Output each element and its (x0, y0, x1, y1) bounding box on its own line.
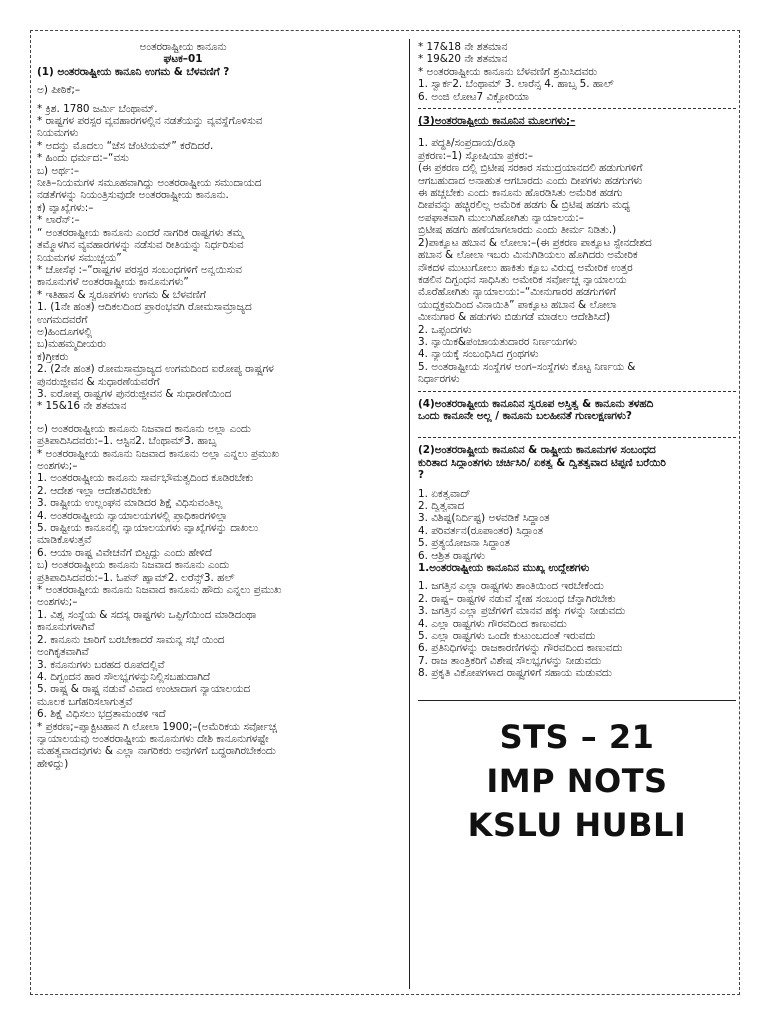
question-heading: (2)ಅಂತರರಾಷ್ಟ್ರೀಯ ಕಾನೂನಿನ & ರಾಷ್ಟ್ರೀಯ ಕಾನೂನುಗಳ ಸಂಬಂಧದ (418, 444, 656, 457)
note-line: ಹೇಳಿದ್ದು) (37, 757, 69, 770)
note-line: 3. ಜಗತ್ತಿನ ಎಲ್ಲಾ ಪ್ರಜೆಗಳಿಗೆ ಮಾನವ ಹಕ್ಕು ಗಳನ್ನು ನೀಡುವದು (418, 605, 626, 618)
note-line: ಕಡಲಿನ ದಿಗ್ಬಂಧನ ಸಾಧಿಸಿತು ಅಮೇರಿಕ ಸರ್ವೋಚ್ಚ ನ್ಯಾಯಾಲಯ (418, 273, 627, 286)
question-heading: (1) ಅಂತರರಾಷ್ಟ್ರೀಯ ಕಾನೂನಿ ಉಗಮ & ಬೆಳವಣಿಗೆ ? (37, 65, 230, 78)
note-line: ನಡತೆಗಳನ್ನು ನಿಯಂತ್ರಿಸುವುದೇ ಅಂತರರಾಷ್ಟ್ರೀಯ ಕಾನೂನು. (37, 189, 229, 202)
note-line: ಅಂಗಿಕೃತವಾಗಿವೆ (37, 646, 89, 659)
note-line: ಈ ಹಚ್ಚಬೇಕು ಎಂದು ಕಾನೂನು ಹೊರಡಿಸಿತು ಅಮೆರಿಕ ಹಡಗು (418, 187, 623, 200)
note-line: 4. ದಿಗ್ಬಂದನ ಹಾರ ಸೌಲಭ್ಯಗಳನ್ನುನಿಲ್ಲಿಸಬಹುದಾಗಿದೆ (37, 670, 211, 683)
note-line: 3. ವಿಶಿಷ್ಟ(ನಿರ್ದಿಷ್ಟ) ಅಳವಡಿಕೆ ಸಿದ್ಧಾಂತ (418, 512, 550, 525)
note-line: 3. ನ್ಯಾಯಿಕ&ಪಂಚಾಯತುದಾರರ ನಿರ್ಣಯಗಳು (418, 335, 577, 348)
question-heading: (4)ಅಂತರರಾಷ್ಟ್ರೀಯ ಕಾನೂನಿನ ಸ್ವರೂಪ ಅಸ್ತಿತ್ವ & ಕಾನೂನು ತಳಹದಿ (418, 397, 654, 410)
note-line: ಪ್ರಕರಣ:–1) ಸ್ಕೋಷಿಯಾ ಪ್ರಕರ:– (418, 149, 534, 162)
note-line: ನಿಯಮಗಳು (37, 127, 79, 140)
note-line: 5. ಪ್ರತ್ಯಯೋಜನಾ ಸಿದ್ಧಾಂತ (418, 537, 510, 550)
note-line: ಕಾನೂನುಗಳಾಗಿವೆ (37, 621, 95, 634)
note-line: 1. ಅಂತರರಾಷ್ಟ್ರೀಯ ಕಾನೂನು ಸಾರ್ವಭೌಮತ್ವದಿಂದ ಕೂಡಿರಬೇಕು (37, 472, 254, 485)
note-line: ಮಹತ್ವವಾದವುಗಳು & ಎಲ್ಲಾ ನಾಗರಿಕರು ಅವುಗಳಿಗೆ ಬದ್ಧರಾಗಿರಬೇಕಂದು (37, 745, 276, 758)
note-line: 3. ರಾಷ್ಟ್ರೀಯ ಉಲ್ಲಂಘನ ಮಾಡಿದರ ಶಿಕ್ಷೆ ವಿಧಿಸುವಂತಿಲ್ಲ (37, 497, 223, 510)
note-line: 6. ಅಂಜಿ ಲೋಟ7 ವಿಕ್ಟೋರಿಯಾ (418, 90, 529, 103)
left-column (37, 41, 399, 986)
note-line: 6. ಆಯಾ ರಾಷ್ಟ್ರ ವಿವೇಚನೆಗೆ ಬಿಟ್ಟದ್ದು ಎಂದು ಹೇಳಿದೆ (37, 546, 212, 559)
note-line: ಆಗಬಹುದಾದ ಅನಾಹುತ ಆಗಬಾರದು ಎಂದು ದೀಪಗಳು ಹಡಗುಗಳು (418, 174, 643, 187)
column-divider (409, 39, 410, 989)
note-line: 5. ಎಲ್ಲಾ ರಾಷ್ಟ್ರಗಳು ಒಂದೇ ಕುಟುಂಬದಂತೆ ಇರುವದು (418, 630, 596, 643)
note-line: ಮೀನುಗಾರ & ಹಡುಗಳು ಬಿಡುಗಡೆ ಮಾಡಲು ಆದೇಶಿಸಿದೆ) (418, 311, 611, 324)
note-line: 2)ಪಾಕ್ಯೂಟ ಹಬಾನ & ಲೋಲಾ:–(ಈ ಪ್ರಕರಣ ಪಾಕ್ಯೂಟ ಸ್ಪೇನದೇಶದ (418, 236, 652, 249)
note-line: * 17&18 ನೇ ಶತಮಾನ (418, 41, 508, 53)
note-line: * ಅದನ್ನು ಮೊದಲು “ಜೆಸ ಜೆಂಟಿಯಮ್” ಕರೆದಿದರೆ. (37, 139, 214, 152)
note-line: * ಲಾರೆನ್:– (37, 214, 80, 227)
note-line: 8. ಪ್ರಕೃತಿ ವಿಕೋಪಗಳಾದ ರಾಷ್ಟ್ರಗಳಿಗೆ ಸಹಾಯ ಮಡುವದು (418, 667, 612, 680)
stamp-line: IMP NOTS (486, 761, 668, 800)
question-heading: (3)ಅಂತರರಾಷ್ಟ್ರೀಯ ಕಾನೂನಿನ ಮೂಲಗಳು;– (418, 115, 576, 128)
note-line: 6. ಶಿಕ್ಷೆ ವಿಧಿಸಲು ಭದ್ರತಾಮಂಡಳಿ ಇದೆ (37, 708, 166, 721)
note-line: 3. ಕನೂನುಗಳು ಬರಹದ ರೂಪದಲ್ಲಿವೆ (37, 658, 165, 671)
note-line: 5. ಅಂತರಾಷ್ಟ್ರೀಯ ಸಂಸ್ಥೆಗಳ ಅಂಗ–ಸಂಸ್ಥೆಗಳು ಕೊಟ್ಟ ನಿರ್ಣಯ & (418, 360, 636, 373)
note-line: * 19&20 ನೇ ಶತಮಾನ (418, 53, 508, 66)
note-line: * ಪ್ರಕರಣ;–ಪ್ಯಾಕ್ಟಿಟಹಾನ ಗಿ ಲೋಲಾ 1900;–(ಅಮೆರಿಕಯ ಸರ್ವೋಚ್ಚ (37, 720, 277, 733)
sts-stamp (418, 700, 736, 847)
unit-label: ಘಟಕ–01 (163, 53, 203, 66)
note-line: “ ಅಂತರರಾಷ್ಟ್ರೀಯ ಕಾನೂನು ಎಂದರೆ ನಾಗರಿಕ ರಾಷ್ಟ್ರಗಳು ತಮ್ಮ (37, 226, 244, 239)
note-line: ಕಾನೂನುಗಳೆ ಅಂತರರಾಷ್ಟ್ರೀಯ ಕಾನೂನುಗಳು” (37, 276, 189, 289)
stamp-line: KSLU HUBLI (467, 805, 687, 844)
right-column (418, 41, 736, 986)
note-line: 5. ರಾಷ್ಟ್ರ & ರಾಷ್ಟ್ರ ನಡುವೆ ವಿವಾದ ಉಂಟಾದಾಗ ನ್ಯಾಯಾಲಯದ (37, 683, 251, 696)
note-line: ಬ)ಮಹಮ್ಮದೀಯರು (37, 338, 107, 351)
note-line: ಅಪಘಾತವಾಗಿ ಮುಲುಗಿಹೋಗಿತು ನ್ಯಾಯಾಲಯ:– (418, 211, 584, 224)
note-line: (ಈ ಪ್ರಕರಣ ದಲ್ಲಿ ಬ್ರಿಟೀಷ ಸರಕಾರ ಸಮುದ್ರಯಾನದಲಿ ಹಡುಗುಗಳಿಗೆ (418, 162, 643, 175)
note-line: ಪ್ರತಿಪಾದಿಸಿದವರು:–1. ಓಪನ್ ಹ್ಯಾಮ್2. ಲರೆನ್ಸ್3. ಹಲ್ (37, 571, 235, 584)
note-line: 1. ಏಕತ್ವವಾದ್ (418, 487, 471, 500)
note-line: 1. ಜಗತ್ತಿನ ಎಲ್ಲಾ ರಾಷ್ಟ್ರಗಳು ಶಾಂತಿಯಿಂದ ಇರಬೇಕೆಂದು (418, 580, 604, 593)
note-line: 2. (2ನೇ ಹಂತ) ರೋಮಸಾಮ್ರಾಜ್ಯದ ಉಗಮದಿಂದ ಐರೋಪ್ಯ ರಾಷ್ಟ್ರಗಳ (37, 363, 274, 376)
note-line: ಉಗಮದವರೆಗೆ (37, 313, 88, 326)
note-line: ಕ) ವ್ಯಾಖ್ಯೆಗಳು:– (37, 201, 94, 214)
note-line: * ಅಂತರರಾಷ್ಟ್ರೀಯ ಕಾನೂನು ನಿಜವಾದ ಕಾನೂನು ಹೌದು ಎನ್ನಲು ಪ್ರಮುಖ (37, 584, 282, 597)
question-heading: ಒಂದು ಕಾನೂನೇ ಅಲ್ಲ / ಕಾನೂನು ಬಲಹೀನತೆ ಗುಣಲಕ್ಷಣಗಳು? (418, 409, 632, 422)
note-line: 1. (1ನೇ ಹಂತ) ಆದಿಕಲದಿಂದ ಪ್ರಾರಂಭವಗಿ ರೋಮಸಾಮ್ರಾಜ್ಯದ (37, 301, 252, 314)
question-heading: ಕುರಿತಾದ ಸಿದ್ಧಾಂತಗಳು ಚರ್ಚಿಸಿರಿ/ ಏಕತ್ವ & ದ್ವಿತತ್ವವಾದ ಟಿಪ್ಪಣಿ ಬರೆಯಿರಿ (418, 456, 666, 469)
note-line: ಬ) ಅರ್ಥ:– (37, 164, 80, 177)
section-separator (418, 108, 736, 109)
note-line: 6. ಪ್ರತಿನಿಧಿಗಳನ್ನು ರಾಜಕಾರಣಿಗಳನ್ನು ಗೌರವದಿಂದ ಕಾಣುವದು (418, 642, 623, 655)
stamp-line: STS – 21 (499, 717, 655, 756)
note-line: 2. ಕಾನೂನು ಜಾರಿಗೆ ಬರಬೇಕಾದರೆ ಸಾಮನ್ಯ ಸಭೆ ಯಿಂದ (37, 633, 225, 646)
note-line: ಅ)ಹಿಂದೂಗಳಲ್ಲಿ (37, 325, 93, 338)
note-line: ಪ್ರತಿಪಾದಿಸಿದವರು:–1. ಆಸ್ಟಿನ2. ಬೆಂಥಾಮ್3. ಹಾಬ್ಸ (37, 435, 217, 448)
note-line: 4. ಅಂತರರಾಷ್ಟ್ರೀಯ ನ್ಯಾಯಾಲಯಗಳಲ್ಲಿ ಪ್ರಾಧಿಕಾರಗಳಿಲ್ಲಾ (37, 509, 228, 522)
note-line: * ಚೋಸೆಫ :–“ರಾಷ್ಟ್ರಗಳ ಪರಸ್ಪರ ಸಂಬಂಧಗಳಿಗೆ ಅನ್ವಯಿಸುವ (37, 263, 242, 276)
note-line: ಹಬಾನ & ಲೋಲಾ ಇಬರು ಮಿನುಗಿಡಿಯಲು ಹೊಗಿದರು ಅಮೇರಿಕ (418, 249, 638, 262)
note-line: ನ್ಯಾಯಾಲಯವು ಅಂತರರಾಷ್ಟ್ರೀಯ ಕಾನೂನುಗಳು ದೇಶಿ ಕಾನೂನುಗಳಷ್ಟೇ (37, 732, 269, 745)
note-line: 1. ಪದ್ಧತಿ/ಸಂಪ್ರದಾಯ/ರೂಢಿ (418, 137, 516, 150)
note-line: ಅಂಶಗಳು;– (37, 596, 78, 609)
note-line: ಯುದ್ಧಕ್ರಮದಿಂದ ವಿನಾಯಿತಿ” ಪಾಕ್ಯೂಟ ಹಬಾನ & ಲೋಲಾ (418, 298, 617, 311)
note-line: 3. ಐರೋಪ್ಯ ರಾಷ್ಟ್ರಗಳ ಪುನರುಜ್ಜೀವನ & ಸುಧಾರಣೆಯಿಂದ (37, 387, 232, 400)
note-line: 2. ರಾಷ್ಟ್ರ– ರಾಷ್ಟ್ರಗಳ ನಡುವೆ ಸ್ನೇಹ ಸಂಬಂಧ ಚೆನ್ನಾಗಿರಬೇಕು (418, 592, 616, 605)
note-line: ಬ್ರಿಟೀಷ ಹಡಗು ಹಣೆಯಾಗಲಾರದು ಎಂದು ತೀರ್ಮ ನಿಡಿತು.) (418, 224, 617, 237)
note-line: ತಮ್ಮೊಳಗಿನ ವ್ಯವಹಾರಗಳನ್ನು ನಡೆಸುವ ರೀತಿಯನ್ನು ನಿರ್ಧರಿಸುವ (37, 239, 244, 252)
note-line: ನಿಯಮಗಳ ಸಮುಚ್ಚಯ” (37, 251, 122, 264)
note-line: 5. ರಾಷ್ಟ್ರೀಯ ಕಾನೂನಲ್ಲಿ ನ್ಯಾಯಾಲಯಗಳು ವ್ಯಾಖ್ಯೆಗಳನ್ನು ದಾಖಲು (37, 522, 259, 535)
note-line: 2. ಒಪ್ಪಂದಗಳು (418, 323, 472, 336)
note-line: * ರಾಷ್ಟ್ರಗಳ ಪರಸ್ಪರ ವ್ಯವಹಾರಗಳಲ್ಲಿನ ನಡತೆಯನ್ನು ವ್ಯವಸ್ಥೆಗೊಳಿಸುವ (37, 115, 263, 128)
note-line: ನಿರ್ಧಾರಗಳು (418, 373, 460, 386)
note-line: ನೌಕದಳ ಮುಟುಗೋಲು ಹಾಕಿತು ಕ್ಯೂಬ ವಿರುದ್ಧ ಅಮೇರಿಕ ಉತ್ತರ (418, 261, 633, 274)
note-line: ಮಾಡಿಕೊಳುತ್ತವೆ (37, 534, 92, 547)
note-line: * ಅಂತರರಾಷ್ಟ್ರೀಯ ಕಾನೂನು ನಿಜವಾದ ಕಾನೂನು ಅಲ್ಲಾ ಎನ್ನಲು ಪ್ರಮುಖ (37, 447, 279, 460)
note-line: 2. ದ್ವಿತ್ವವಾದ (418, 500, 465, 512)
section-separator (418, 437, 736, 438)
note-line: ಪುನರುಜ್ಜೀವನ & ಸುಧಾರಣೆಯವರೆಗೆ (37, 375, 160, 388)
note-line: * ಹಿಂದು ಧರ್ಮದ:–“ವಸು (37, 152, 129, 165)
notes-page (30, 30, 740, 995)
note-line: * 15&16 ನೇ ಶತಮಾನ (37, 400, 127, 413)
section-heading: ಅ) ಪೀಠಿಕೆ;– (37, 84, 81, 97)
note-line: 4. ಪರಿವರ್ತನ(ರೂಪಾಂತರ) ಸಿದ್ಧಾಂತ (418, 524, 544, 537)
note-line: 6. ಆಶ್ರಿತ ರಾಷ್ಟ್ರಗಳು (418, 549, 485, 562)
note-line: ಮೂಲಕ ಬಗೆಹರಿಸಲಾಗುತ್ತವೆ (37, 695, 133, 708)
note-line: ಬ) ಅಂತರರಾಷ್ಟ್ರೀಯ ಕಾನೂನು ನಿಜವಾದ ಕಾನೂನು ಎಂದು (37, 559, 230, 572)
question-heading: ? (418, 469, 425, 482)
section-separator (418, 391, 736, 392)
note-line: 1. ವಿಶ್ವ ಸಂಸ್ಥೆಯ & ಸದಸ್ಯ ರಾಷ್ಟ್ರಗಳು ಒಪ್ಪಿಗೆಯಿಂದ ಮಾಡಿದಂಥಾ (37, 608, 257, 621)
note-line: ದೀಪವನ್ನು ಹಚ್ಚಿರಲಿಲ್ಲ ಅಮೆರಿಕ ಹಡಗು & ಬ್ರಿಟಿಷ ಹಡಗು ಮಧ್ಯ (418, 199, 631, 212)
note-line: 7. ರಾಜ ತಾಂತ್ರಿಕರಿಗೆ ವಿಶೇಷ ಸೌಲಭ್ಯಗಳನ್ನು ನೀಡುವದು (418, 654, 602, 667)
note-line: 4. ಎಲ್ಲಾ ರಾಷ್ಟ್ರಗಳು ಗೌರವದಿಂದ ಕಾಣುವದು (418, 617, 567, 630)
question-heading: 1.ಅಂತರರಾಷ್ಟ್ರೀಯ ಕಾನೂನಿನ ಮುಖ್ಯ ಉದ್ದೇಶಗಳು (418, 562, 590, 575)
subject-title: ಅಂತರರಾಷ್ಟ್ರೀಯ ಕಾನೂನು (139, 41, 227, 53)
note-line: ಅ) ಅಂತರರಾಷ್ಟ್ರೀಯ ಕಾನೂನು ನಿಜವಾದ ಕಾನೂನು ಅಲ್ಲಾ ಎಂದು (37, 422, 251, 435)
note-line: 4. ನ್ಯಾಯಕ್ಕೆ ಸಂಬಂಧಿಸಿದ ಗ್ರಂಥಗಳು (418, 348, 539, 361)
note-line: ಕ)ಗ್ರೀಕರು (37, 350, 69, 363)
note-line: * ಇತಿಹಾಸ & ಸ್ವರೂಪಗಳು ಉಗಮ & ಬೆಳವಣಿಗೆ (37, 288, 206, 301)
note-line: 1. ಸ್ವಾರ್ಕ2. ಬೆಂಥಾಮ್ 3. ಲಾರೆನ್ಸ 4. ಹಾಬ್ಸ 5. ಹಾಲ್ (418, 78, 614, 91)
note-line: * ಕ್ರಿಶ. 1780 ಜರ್ಮಿ ಬೆಂಥಾಮ್. (37, 102, 158, 115)
note-line: ಮೊರೆಹೋಗಿತು ನ್ಯಾಯಾಲಯ:–“ಮೀನುಗಾರರ ಹಡಗುಗಳಿಗೆ (418, 286, 616, 299)
note-line: ನೀತಿ–ನಿಯಮಗಳ ಸಮೂಹವಾಗಿದ್ದು ಅಂತರರಾಷ್ಟ್ರೀಯ ಸಮುದಾಯದ (37, 177, 262, 190)
note-line: 2. ಆದೇಶ ಇಲ್ಲಾ ಆದೇಶವಿರಬೇಕು (37, 484, 152, 497)
note-line: * ಅಂತರರಾಷ್ಟ್ರೀಯ ಕಾನೂನು ಬೆಳವಣಿಗೆ ಶ್ರಮಿಸಿದವರು (418, 65, 598, 78)
note-line: ಅಂಶಗಳು;– (37, 460, 78, 472)
